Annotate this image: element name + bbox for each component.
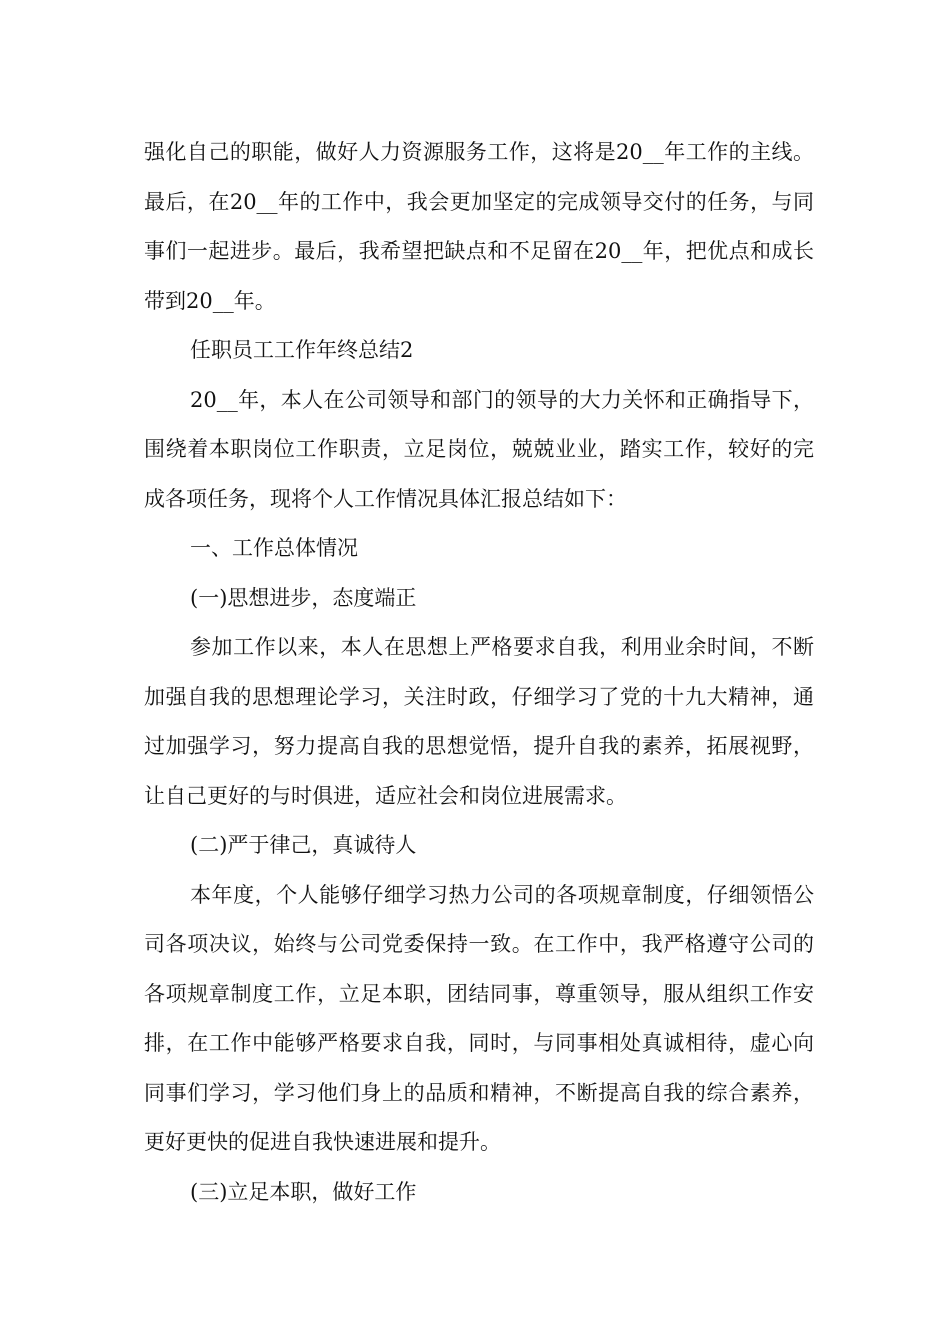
paragraph-continuation: 强化自己的职能，做好人力资源服务工作，这将是20__年工作的主线。最后，在20__年的工作中，我会更加坚定的完成领导交付的任务，与同事们一起进步。最后，我希望把缺点和不足留在20__年，把优点和成长带到20__年。 — [144, 140, 814, 313]
subsection-heading-1: (一)思想进步，态度端正 — [190, 585, 417, 610]
document-body — [144, 128, 814, 1217]
section-title: 任职员工工作年终总结2 — [190, 338, 414, 362]
intro-paragraph: 20__年，本人在公司领导和部门的领导的大力关怀和正确指导下，围绕着本职岗位工作职责，立足岗位，兢兢业业，踏实工作，较好的完成各项任务，现将个人工作情况具体汇报总结如下： — [144, 387, 814, 511]
section-heading-1: 一、工作总体情况 — [190, 536, 358, 560]
subsection-heading-3: (三)立足本职，做好工作 — [190, 1179, 417, 1204]
body-paragraph-2: 本年度，个人能够仔细学习热力公司的各项规章制度，仔细领悟公司各项决议，始终与公司党委保持一致。在工作中，我严格遵守公司的各项规章制度工作，立足本职，团结同事，尊重领导，服从组织工作安排，在工作中能够严格要求自我，同时，与同事相处真诚相待，虚心向同事们学习，学习他们身上的品质和精神，不断提高自我的综合素养，更好更快的促进自我快速进展和提升。 — [144, 882, 814, 1154]
subsection-heading-2: (二)严于律己，真诚待人 — [190, 833, 417, 857]
body-paragraph-1: 参加工作以来，本人在思想上严格要求自我，利用业余时间，不断加强自我的思想理论学习，关注时政，仔细学习了党的十九大精神，通过加强学习，努力提高自我的思想觉悟，提升自我的素养，拓展视野，让自己更好的与时俱进，适应社会和岗位进展需求。 — [144, 635, 814, 808]
